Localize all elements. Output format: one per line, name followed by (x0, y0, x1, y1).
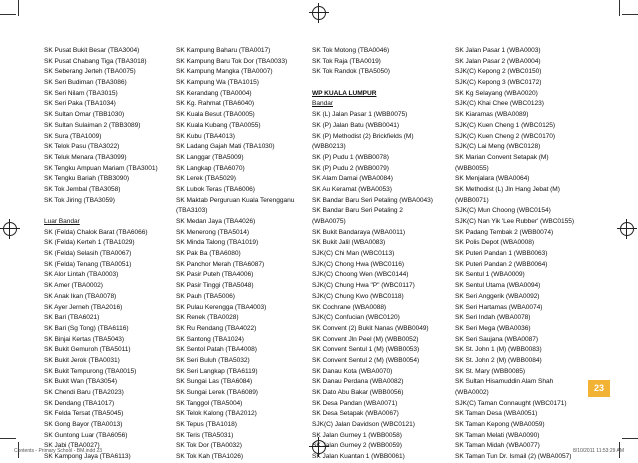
school-entry: SK Langkap (TBA6070) (176, 164, 245, 172)
school-entry: SK Seri Buluh (TBA5032) (176, 356, 250, 364)
school-entry: SK Seri Paka (TBA1034) (44, 100, 116, 108)
school-entry: (TBA3103) (176, 207, 208, 215)
school-entry: SK Pauh (TBA5006) (176, 292, 235, 300)
page-number-badge: 23 (588, 380, 610, 397)
school-entry: SK Kiaramas (WBA0089) (455, 111, 529, 119)
school-entry: SK Sentul 1 (WBA0009) (455, 271, 525, 279)
school-entry: SK Bukit Wan (TBA3054) (44, 378, 118, 386)
school-entry: SK Ladang Gajah Mati (TBA1030) (176, 143, 275, 151)
school-entry: SK Seberang Jerteh (TBA0075) (44, 68, 136, 76)
school-entry: SJK(C) Mun Choong (WBC0154) (455, 207, 551, 215)
school-entry: SK Tepus (TBA1018) (176, 421, 237, 429)
school-entry: SK Kg. Rahmat (TBA6040) (176, 100, 255, 108)
school-entry: SK Tok Raja (TBA0019) (312, 57, 381, 65)
school-entry: SK Pak Ba (TBA6080) (176, 250, 241, 258)
registration-mark-icon (620, 222, 634, 236)
spacer (44, 206, 184, 217)
school-entry: SK (Felda) Kerteh 1 (TBA1029) (44, 239, 135, 247)
school-entry: SK Taman Midah (WBA0077) (455, 442, 540, 450)
school-entry: SK Pasir Tinggi (TBA5048) (176, 282, 254, 290)
school-entry: SK Taman Tun Dr. Ismail (2) (WBA0057) (455, 453, 572, 461)
school-entry: SK Bukit Jerok (TBA0031) (44, 356, 120, 364)
school-entry: SK Maktab Perguruan Kuala Terengganu (176, 196, 295, 204)
school-entry: SK Polis Depot (WBA0008) (455, 239, 535, 247)
school-entry: SJK(C) Kepong 2 (WBC0150) (455, 68, 542, 76)
school-entry: SK Sungai Las (TBA6084) (176, 378, 253, 386)
school-entry: SJK(C) Nan Yik 'Lee Rubber' (WBC0155) (455, 218, 575, 225)
school-entry: (WBB0071) (455, 196, 489, 204)
school-entry: SK Bari (Sg Tong) (TBA6116) (44, 324, 129, 332)
crop-mark (0, 438, 16, 439)
school-entry: SJK(C) Kepong 3 (WBC0172) (455, 79, 542, 87)
footer-file-info: Contents - Primary School - BM.indd 23 (14, 448, 103, 454)
school-entry: SK Bandar Baru Seri Petaling 2 (312, 207, 403, 215)
school-entry: SK Pasir Puteh (TBA4006) (176, 271, 254, 279)
school-entry: SK Sura (TBA1009) (44, 132, 102, 140)
school-entry: SK Telok Kalong (TBA2012) (176, 410, 257, 418)
crop-mark (622, 14, 638, 15)
school-list-column-2 (176, 46, 316, 463)
registration-mark-icon (3, 222, 17, 236)
school-entry: SK Alam Damai (WBA0084) (312, 175, 393, 183)
school-entry: SK St. John 1 (M) (WBB0083) (455, 346, 542, 354)
school-entry: SK Cochrane (WBA0088) (312, 303, 387, 311)
school-entry: SK Kuala Kubang (TBA0055) (176, 121, 261, 129)
school-entry: SK Convent Sentul 2 (M) (WBB0054) (312, 356, 420, 364)
school-entry: SK Kuala Besut (TBA0005) (176, 111, 255, 119)
school-entry: SK Taman Melati (WBA0090) (455, 431, 540, 439)
school-entry: SK Teluk Menara (TBA3099) (44, 153, 127, 161)
school-entry: SK Dendang (TBA1017) (44, 399, 115, 407)
school-entry: SK Jalan Pasar 2 (WBA0004) (455, 57, 541, 65)
school-list-column-3 (312, 46, 452, 463)
school-entry: SK (P) Pudu 2 (WBB0079) (312, 164, 389, 172)
school-entry: SK Sungai Lerek (TBA6089) (176, 389, 258, 396)
school-entry: SK Sentul Utama (WBA0094) (455, 282, 541, 290)
school-entry: SK Medan Jaya (TBA4026) (176, 218, 256, 225)
school-entry: SK Lubok Teras (TBA6006) (176, 185, 255, 193)
school-entry: SK Danau Perdana (WBA0082) (312, 378, 404, 386)
school-entry: SK Jalan Pasar 1 (WBA0003) (455, 47, 541, 54)
school-entry: SK Felda Tersat (TBA5045) (44, 410, 124, 418)
school-list-column-1 (44, 46, 184, 463)
school-entry: SK Puteri Pandan 1 (WBB0063) (455, 250, 548, 258)
school-entry: SK Chendi Baru (TBA2023) (44, 389, 124, 396)
school-entry: SK Seri Budiman (TBA3086) (44, 79, 127, 87)
school-entry: SK Alor Lintah (TBA0003) (44, 271, 119, 279)
school-entry: (WBA0002) (455, 389, 489, 396)
spacer (312, 78, 452, 89)
school-entry: SJK(C) Chong Hwa (WBC0116) (312, 260, 405, 268)
school-entry: SK (P) Jalan Batu (WBB0041) (312, 121, 399, 129)
school-entry: SJK(C) Chung Kwo (WBC0118) (312, 292, 404, 300)
school-entry: SK (P) Pudu 1 (WBB0078) (312, 153, 389, 161)
school-entry: SK (P) Methodist (2) Brickfields (M) (312, 132, 414, 140)
school-entry: SK Kampung Mangka (TBA0007) (176, 68, 273, 76)
crop-mark (0, 14, 16, 15)
school-entry: SK Telok Pasu (TBA3022) (44, 143, 120, 151)
school-entry: SJK(C) Kuen Cheng 1 (WBC0125) (455, 121, 556, 129)
school-entry: SK Jalan Gurney 2 (WBB0059) (312, 442, 402, 450)
school-entry: SK Menerong (TBA5014) (176, 228, 249, 236)
school-entry: SK Sultan Omar (TBB1030) (44, 111, 125, 119)
school-entry: SK Seri Anggerik (WBA0092) (455, 292, 540, 300)
section-subheading: Luar Bandar (44, 218, 80, 225)
school-entry: SK Convent Jln Peel (M) (WBB0052) (312, 335, 419, 343)
school-entry: SK Tok Jembal (TBA3058) (44, 185, 121, 193)
footer-timestamp: 8/10/2011 11:53:29 AM (573, 448, 624, 454)
school-entry: SJK(C) Kuen Cheng 2 (WBC0170) (455, 132, 556, 140)
school-entry: SK Ayer Jerneh (TBA2016) (44, 303, 123, 311)
section-heading: WP KUALA LUMPUR (312, 89, 377, 97)
crop-mark (619, 0, 620, 16)
school-entry: SK Kubu (TBA4013) (176, 132, 235, 140)
school-entry: (WBA0075) (312, 218, 346, 225)
school-entry: SK Panchor Merah (TBA6087) (176, 260, 265, 268)
school-entry: SK Tok Motong (TBA0046) (312, 47, 390, 54)
school-entry: SK Pusat Bukit Besar (TBA3004) (44, 47, 140, 54)
school-entry: SK Gong Bayor (TBA0013) (44, 421, 123, 429)
school-entry: SK Kampong Jaya (TBA6113) (44, 453, 131, 461)
school-entry: SK (L) Jalan Pasar 1 (WBB0075) (312, 111, 408, 119)
school-entry: SK Kg Selayang (WBA0020) (455, 89, 538, 97)
school-entry: SK Menjalara (WBA0064) (455, 175, 530, 183)
school-list-column-4 (455, 46, 595, 463)
school-entry: SK Seri Hartamas (WBA0074) (455, 303, 543, 311)
school-entry: SK Tengku Ampuan Mariam (TBA3001) (44, 164, 158, 172)
school-entry: SK Bandar Baru Seri Petaling (WBA0043) (312, 196, 433, 204)
school-entry: SK Pusat Chabang Tiga (TBA3018) (44, 57, 147, 65)
section-subheading: Bandar (312, 100, 333, 108)
school-entry: SK Convent (2) Bukit Nanas (WBB0049) (312, 324, 429, 332)
school-entry: SK Langgar (TBA5009) (176, 153, 244, 161)
school-entry: SK Ru Rendang (TBA4022) (176, 324, 257, 332)
school-entry: SK Seri Indah (WBA0078) (455, 314, 531, 322)
school-entry: SK Bari (TBA6021) (44, 314, 100, 322)
school-entry: SK Jalan Kuantan 1 (WBB0061) (312, 453, 405, 461)
school-entry: SJK(C) Confucian (WBC0120) (312, 314, 400, 322)
school-entry: SK Seri Mega (WBA0036) (455, 324, 531, 332)
school-entry: SK Binjai Kertas (TBA5043) (44, 335, 125, 343)
school-entry: SK Sentol Patah (TBA4008) (176, 346, 257, 354)
school-entry: SK Bukit Bandaraya (WBA0011) (312, 228, 406, 236)
school-entry: SJK(C) Jalan Davidson (WBC0121) (312, 421, 415, 429)
school-entry: SK Amer (TBA0002) (44, 282, 103, 290)
school-entry: SK Seri Langkap (TBA6119) (176, 367, 258, 375)
school-entry: SK (Felda) Tenang (TBA0051) (44, 260, 132, 268)
school-entry: SK Tok Kah (TBA1026) (176, 453, 244, 461)
crop-mark (18, 0, 19, 16)
school-entry: SK Convent Sentul 1 (M) (WBB0053) (312, 346, 420, 354)
school-entry: SK Jabi (TBA0027) (44, 442, 100, 450)
school-entry: SK Desa Pandan (WBA0071) (312, 399, 398, 407)
school-entry: SK Sultan Hisamuddin Alam Shah (455, 378, 554, 386)
school-entry: SK Bukit Tempurong (TBA0015) (44, 367, 137, 375)
school-entry: SK Au Keramat (WBA0053) (312, 185, 392, 193)
school-entry: SK Seri Saujana (WBA0087) (455, 335, 539, 343)
school-entry: SK Kampung Baru Tok Dor (TBA0033) (176, 57, 288, 65)
school-entry: SK Anak Ikan (TBA0078) (44, 292, 117, 300)
school-entry: SJK(C) Choong Wen (WBC0144) (312, 271, 409, 279)
school-entry: SK Tok Randok (TBA5050) (312, 68, 390, 76)
school-entry: SK Bukit Gemuroh (TBA5011) (44, 346, 131, 354)
school-entry: SK Kampung Wa (TBA1015) (176, 79, 259, 87)
school-entry: SK St. Mary (WBB0085) (455, 367, 526, 375)
school-entry: SK Pulau Kerengga (TBA4003) (176, 303, 267, 311)
school-entry: SK Tengku Bariah (TBB3090) (44, 175, 130, 183)
registration-mark-icon (312, 6, 326, 20)
school-entry: SK Tok Dor (TBA0032) (176, 442, 242, 450)
school-entry: SK Dato Abu Bakar (WBB0056) (312, 389, 404, 396)
school-entry: (WBB0213) (312, 143, 346, 151)
school-entry: SK Desa Setapak (WBA0067) (312, 410, 399, 418)
school-entry: SK Kampung Baharu (TBA0017) (176, 47, 271, 54)
school-entry: SK Puteri Pandan 2 (WBB0064) (455, 260, 548, 268)
school-entry: SK Tok Jiring (TBA3059) (44, 196, 115, 204)
crop-mark (622, 438, 638, 439)
school-entry: SK Taman Desa (WBA0051) (455, 410, 538, 418)
school-entry: SJK(C) Taman Connaught (WBC0171) (455, 399, 567, 407)
school-entry: SK Lerek (TBA5029) (176, 175, 236, 183)
school-entry: SK Tanggol (TBA5004) (176, 399, 243, 407)
school-entry: SJK(C) Khai Chee (WBC0123) (455, 100, 544, 108)
school-entry: SK Sultan Sulaiman 2 (TBB3089) (44, 121, 141, 129)
school-entry: SK Guntong Luar (TBA6056) (44, 431, 128, 439)
school-entry: SK Taman Kepong (WBA0059) (455, 421, 545, 429)
school-entry: SK St. John 2 (M) (WBB0084) (455, 356, 542, 364)
school-entry: SK (Felda) Selasih (TBA0067) (44, 250, 132, 258)
school-entry: SK Padang Tembak 2 (WBB0074) (455, 228, 554, 236)
school-entry: SJK(C) Lai Meng (WBC0128) (455, 143, 541, 151)
school-entry: SK Teris (TBA5031) (176, 431, 234, 439)
school-entry: SJK(C) Chi Man (WBC0113) (312, 250, 395, 258)
school-entry: SK (Felda) Chalok Barat (TBA6066) (44, 228, 148, 236)
school-entry: SJK(C) Chung Hwa "P" (WBC0117) (312, 282, 415, 290)
school-entry: SK Marian Convent Setapak (M) (455, 153, 549, 161)
school-entry: SK Seri Nilam (TBA3015) (44, 89, 118, 97)
school-entry: SK Renek (TBA0028) (176, 314, 239, 322)
school-entry: SK Bukit Jalil (WBA0083) (312, 239, 386, 247)
school-entry: SK Danau Kota (WBA0070) (312, 367, 393, 375)
school-entry: (WBB0055) (455, 164, 489, 172)
school-entry: SK Kerandang (TBA0004) (176, 89, 252, 97)
school-entry: SK Santong (TBA1024) (176, 335, 244, 343)
school-entry: SK Methodist (L) Jln Hang Jebat (M) (455, 185, 560, 193)
school-entry: SK Jalan Gurney 1 (WBB0058) (312, 431, 402, 439)
school-entry: SK Minda Talong (TBA1019) (176, 239, 259, 247)
